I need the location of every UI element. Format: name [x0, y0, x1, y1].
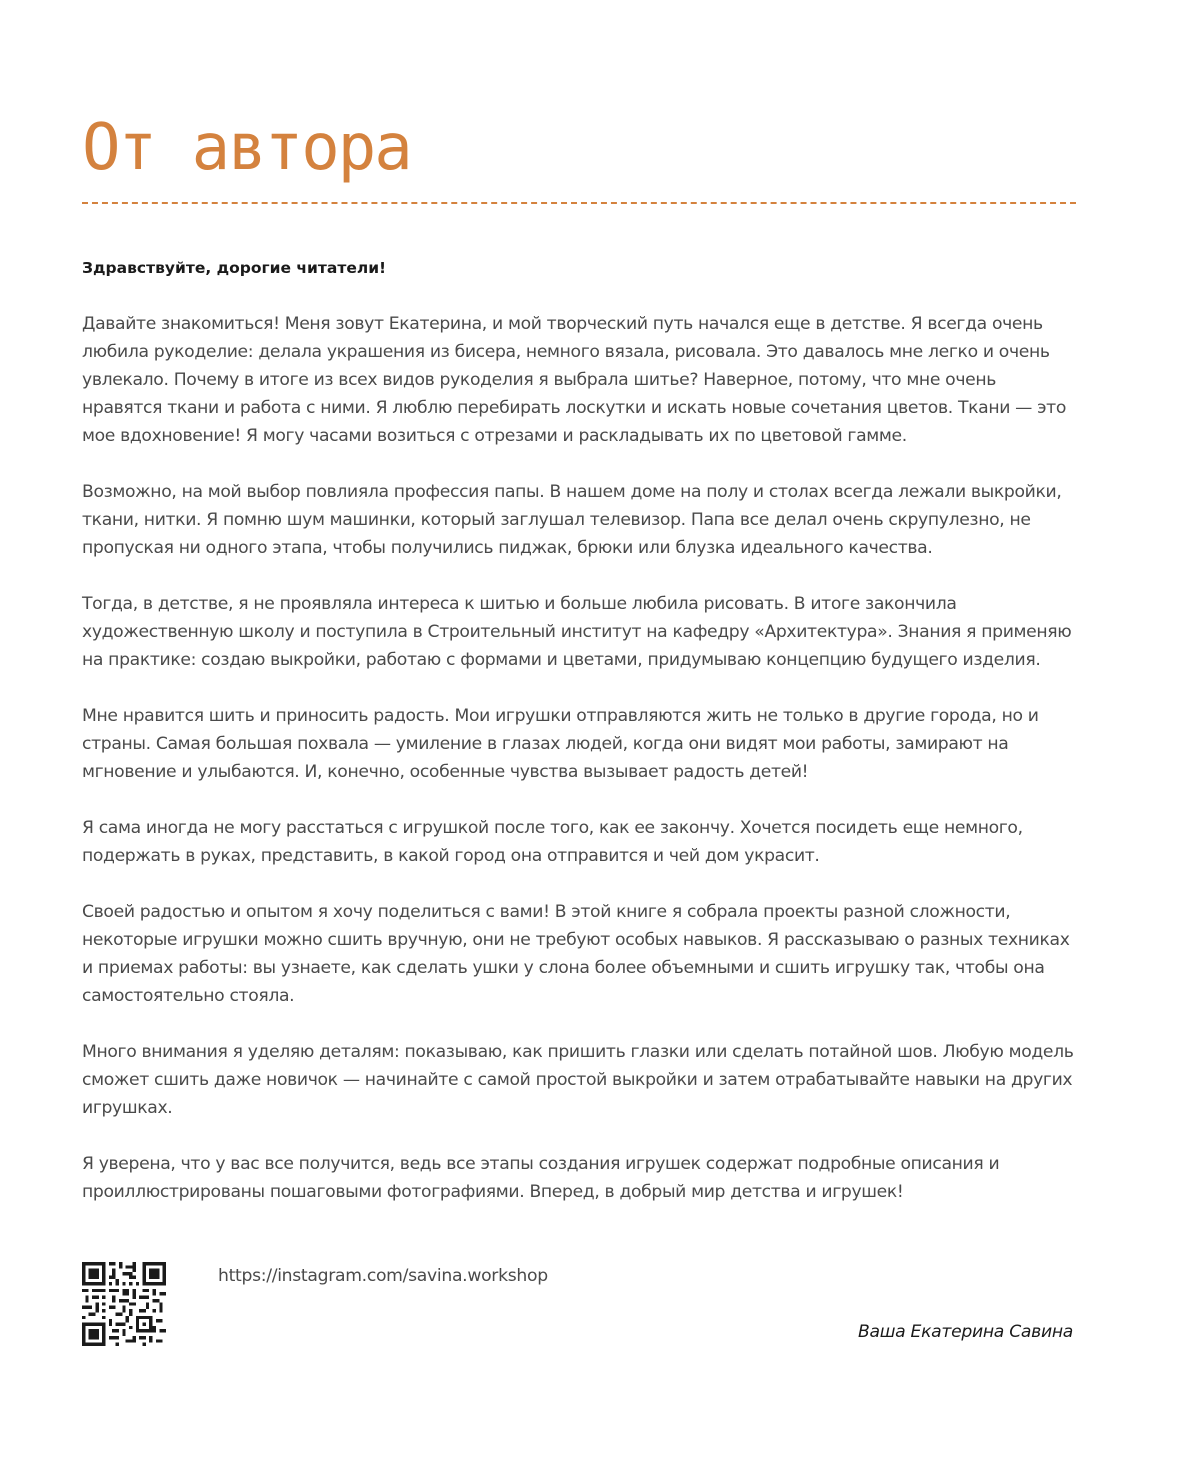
paragraph: Своей радостью и опытом я хочу поделиться с вами! В этой книге я собрала проекты разной сложности, некоторые игрушки можно сшить вручную, они не требуют особых навыков. Я рассказываю о разных техниках и приемах работы: вы узнаете, как сделать ушки у слона более объемными и сшить игрушку так, чтобы она самостоятельно стояла. [82, 902, 1070, 1006]
paragraph: Давайте знакомиться! Меня зовут Екатерина, и мой творческий путь начался еще в детстве. Я всегда очень любила рукоделие: делала украшения из бисера, немного вязала, рисовала. Это давалось мне легко и очень увлекало. Почему в итоге из всех видов рукоделия я выбрала шитье? Наверное, потому, что мне очень нравятся ткани и работа с ними. Я люблю перебирать лоскутки и искать новые сочетания цветов. Ткани — это мое вдохновение! Я могу часами возиться с отрезами и раскладывать их по цветовой гамме. [82, 314, 1067, 446]
instagram-link[interactable]: https://instagram.com/savina.workshop [218, 1266, 548, 1286]
page-title: От автора [82, 111, 411, 185]
paragraph: Тогда, в детстве, я не проявляла интереса к шитью и больше любила рисовать. В итоге закончила художественную школу и поступила в Строительный институт на кафедру «Архитектура». Знания я применяю на практике: создаю выкройки, работаю с формами и цветами, придумываю концепцию будущего изделия. [82, 594, 1072, 670]
qr-code-icon [82, 1262, 166, 1346]
title-divider [82, 202, 1076, 204]
paragraph: Возможно, на мой выбор повлияла профессия папы. В нашем доме на полу и столах всегда лежали выкройки, ткани, нитки. Я помню шум машинки, который заглушал телевизор. Папа все делал очень скрупулезно, не пропуская ни одного этапа, чтобы получились пиджак, брюки или блузка идеального качества. [82, 482, 1062, 558]
author-signature: Ваша Екатерина Савина [857, 1322, 1073, 1342]
paragraph: Я уверена, что у вас все получится, ведь все этапы создания игрушек содержат подробные описания и проиллюстрированы пошаговыми фотографиями. Вперед, в добрый мир детства и игрушек! [82, 1154, 1000, 1202]
greeting: Здравствуйте, дорогие читатели! [82, 259, 387, 277]
paragraph: Я сама иногда не могу расстаться с игрушкой после того, как ее закончу. Хочется посидеть еще немного, подержать в руках, представить, в какой город она отправится и чей дом украсит. [82, 818, 1023, 866]
paragraph: Много внимания я уделяю деталям: показываю, как пришить глазки или сделать потайной шов. Любую модель сможет сшить даже новичок — начинайте с самой простой выкройки и затем отрабатывайте навыки на других игрушках. [82, 1042, 1074, 1118]
body-text [82, 310, 1076, 1234]
paragraph: Мне нравится шить и приносить радость. Мои игрушки отправляются жить не только в другие города, но и страны. Самая большая похвала — умиление в глазах людей, когда они видят мои работы, замирают на мгновение и улыбаются. И, конечно, особенные чувства вызывает радость детей! [82, 706, 1039, 782]
